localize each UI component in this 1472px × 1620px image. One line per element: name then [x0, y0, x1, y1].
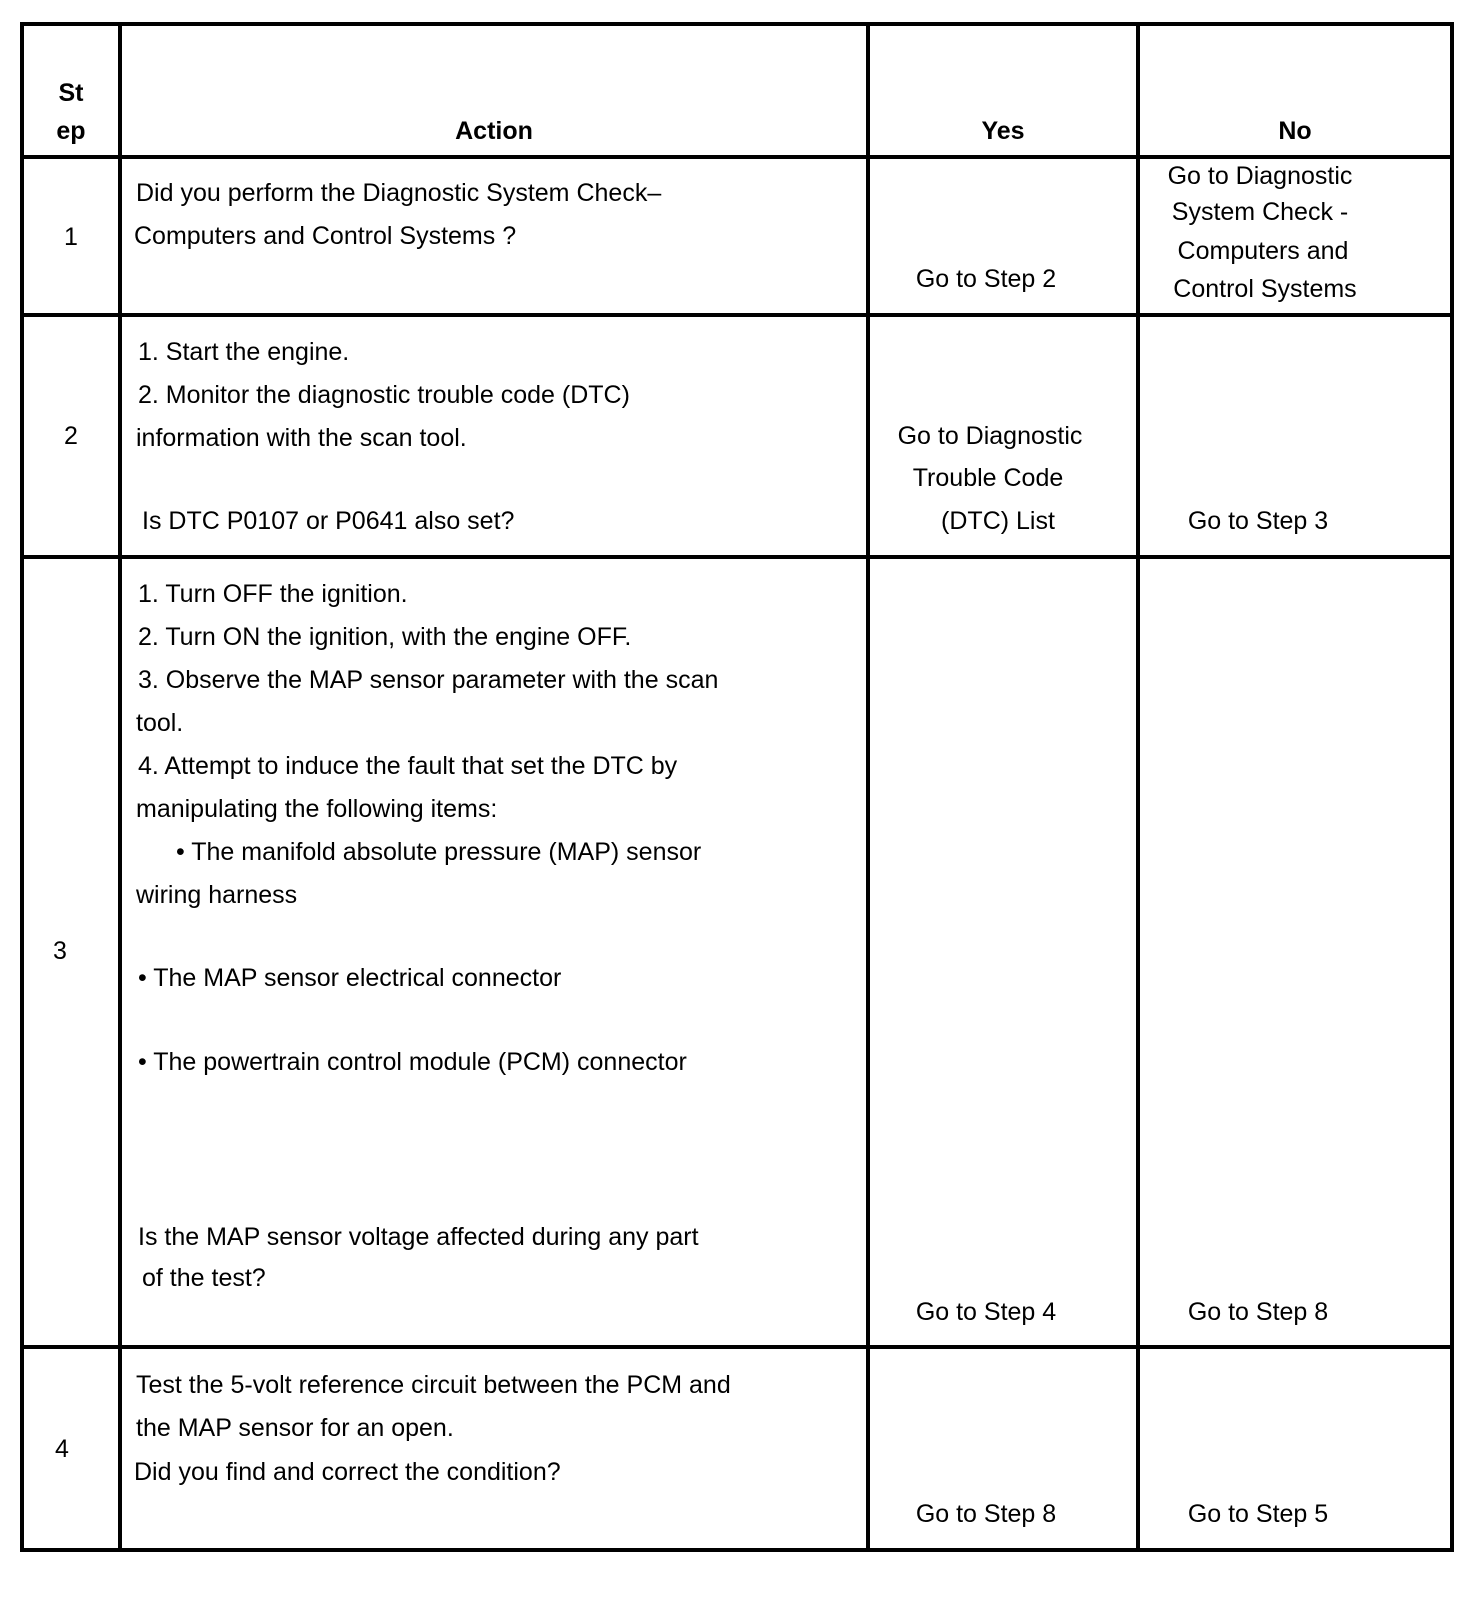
yes-result: Go to Step 2	[915, 265, 1057, 293]
action-line: Is DTC P0107 or P0641 also set?	[142, 507, 515, 535]
no-result: Go to Step 5	[1187, 1500, 1329, 1528]
table-border-top	[20, 22, 1454, 26]
step-number: 3	[53, 937, 67, 965]
action-line: wiring harness	[136, 881, 298, 909]
action-line: Did you perform the Diagnostic System Check–	[136, 179, 662, 207]
no-result: Computers and	[1177, 237, 1349, 265]
header-divider	[20, 155, 1454, 159]
action-line: Did you find and correct the condition?	[134, 1458, 561, 1486]
action-line: 2. Turn ON the ignition, with the engine OFF.	[138, 623, 632, 651]
column-divider-step	[118, 22, 122, 1552]
no-result: Control Systems	[1173, 275, 1357, 303]
yes-result: Go to Step 4	[915, 1298, 1057, 1326]
step-number: 4	[55, 1435, 69, 1463]
header-no: No	[1278, 117, 1312, 145]
action-line: 1. Start the engine.	[138, 338, 350, 366]
action-line: tool.	[136, 709, 184, 737]
row-divider-1	[20, 313, 1454, 317]
no-result: Go to Step 8	[1187, 1298, 1329, 1326]
action-line: Is the MAP sensor voltage affected during any part	[138, 1223, 699, 1251]
header-step-line-1: St	[58, 79, 84, 107]
header-step	[24, 78, 118, 146]
no-result: Go to Step 3	[1187, 507, 1329, 535]
action-line: 3. Observe the MAP sensor parameter with the scan	[138, 666, 719, 694]
table-border-right	[1450, 22, 1454, 1552]
yes-result: Trouble Code	[912, 464, 1064, 492]
action-line: • The manifold absolute pressure (MAP) sensor	[176, 838, 702, 866]
step-number: 2	[64, 422, 78, 450]
action-line: the MAP sensor for an open.	[136, 1414, 454, 1442]
action-line: • The MAP sensor electrical connector	[138, 964, 562, 992]
yes-result: Go to Diagnostic	[897, 422, 1083, 450]
action-line: 2. Monitor the diagnostic trouble code (DTC)	[138, 381, 630, 409]
header-step-line-2: ep	[56, 117, 86, 145]
action-line: • The powertrain control module (PCM) connector	[138, 1048, 687, 1076]
row-divider-2	[20, 555, 1454, 559]
action-line: 1. Turn OFF the ignition.	[138, 580, 408, 608]
action-line: 4. Attempt to induce the fault that set the DTC by	[138, 752, 678, 780]
action-line: manipulating the following items:	[136, 795, 498, 823]
header-yes: Yes	[981, 117, 1025, 145]
action-line: Computers and Control Systems ?	[134, 222, 517, 250]
no-result: System Check -	[1171, 198, 1349, 226]
header-action: Action	[455, 117, 533, 145]
row-divider-3	[20, 1345, 1454, 1349]
yes-result: Go to Step 8	[915, 1500, 1057, 1528]
action-line: of the test?	[142, 1264, 266, 1292]
action-line: information with the scan tool.	[136, 424, 467, 452]
action-line: Test the 5-volt reference circuit between the PCM and	[136, 1371, 731, 1399]
yes-result: (DTC) List	[941, 507, 1055, 535]
step-number: 1	[64, 223, 78, 251]
table-border-bottom	[20, 1548, 1454, 1552]
no-result: Go to Diagnostic	[1167, 162, 1353, 190]
